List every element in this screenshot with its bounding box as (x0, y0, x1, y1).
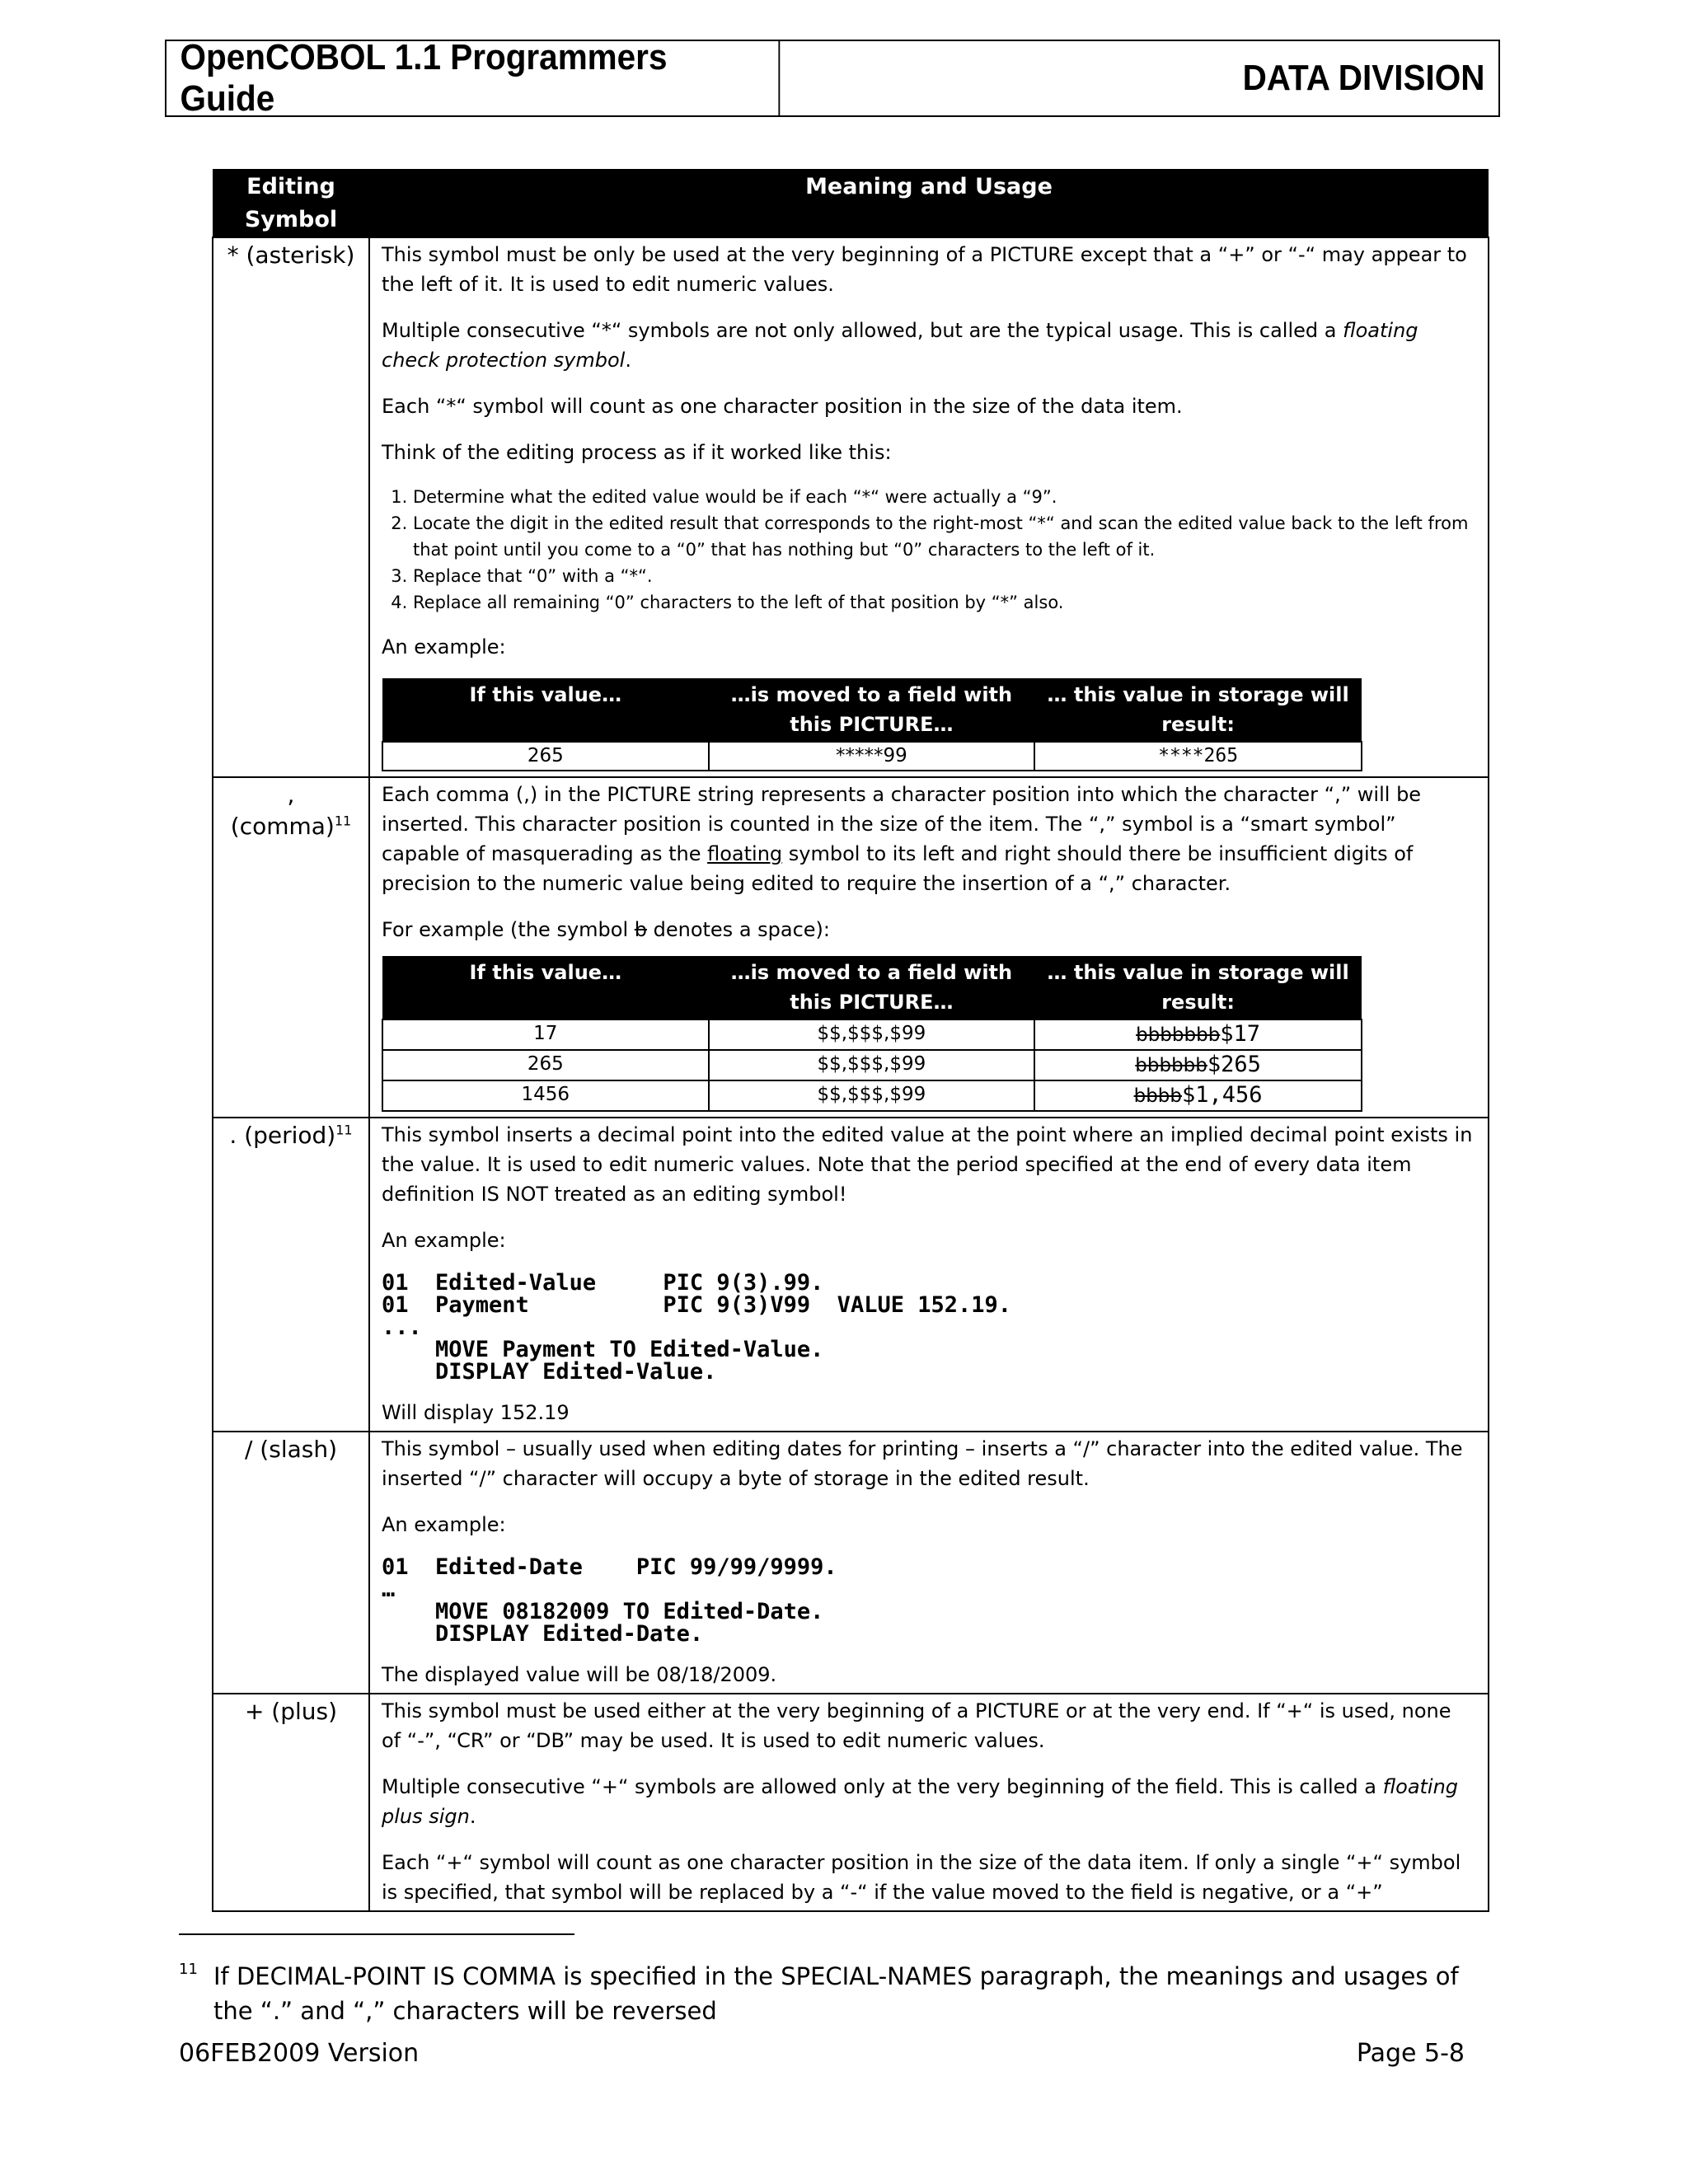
paragraph: Each comma (,) in the PICTURE string represents a character position into which the character “,” will be inserted. This character position is counted in the size of the item. The “,” symbol is a “smart symbol” capable of masquerading as the floating symbol to its left and right should there be insufficient digits of precision to the numeric value being edited to require the insertion of a “,” character. (382, 783, 1422, 895)
steps-list (382, 484, 1476, 616)
page-header (165, 37, 1500, 119)
comma-example-table (382, 956, 1362, 1112)
row-comma (213, 777, 1489, 1118)
code-example: 01 Edited-Date PIC 99/99/9999. … MOVE 08182009 TO Edited-Date. DISPLAY Edited-Date. (382, 1554, 837, 1647)
meaning-period (369, 1118, 1489, 1432)
example-label: An example: (382, 1229, 506, 1252)
list-item: 3. Replace that “0” with a “*“. (413, 563, 1476, 589)
example-col-result: … this value in storage will result: (1034, 956, 1362, 1019)
example-label: An example: (382, 1513, 506, 1536)
version-label: 06FEB2009 Version (179, 2039, 420, 2068)
example-result: bbbbbb$265 (1034, 1050, 1362, 1080)
code-example: 01 Edited-Value PIC 9(3).99. 01 Payment PIC 9(3)V99 VALUE 152.19. ... MOVE Payment TO Edited-Value. DISPLAY Edited-Value. (382, 1270, 1012, 1385)
term-floating: floating (707, 842, 783, 865)
example-result: ****265 (1034, 742, 1362, 771)
example-picture: $$,$$$,$99 (709, 1019, 1035, 1050)
page-footer (179, 2039, 1465, 2068)
example-col-result: … this value in storage will result: (1034, 678, 1362, 742)
paragraph: Think of the editing process as if it worked like this: (382, 441, 892, 464)
table-header-row (213, 169, 1489, 237)
example-value: 1456 (382, 1080, 709, 1111)
row-slash (213, 1432, 1489, 1694)
example-result: bbbb$1,456 (1034, 1080, 1362, 1111)
blank-symbol: b (634, 918, 647, 941)
paragraph: Multiple consecutive “*“ symbols are not only allowed, but are the typical usage. This is called a floating check protection symbol. (382, 319, 1418, 372)
paragraph: Multiple consecutive “+“ symbols are allowed only at the very beginning of the field. This is called a floating plus sign. (382, 1775, 1459, 1828)
example-value: 265 (382, 1050, 709, 1080)
row-period (213, 1118, 1489, 1432)
example-col-value: If this value… (382, 956, 709, 1019)
comma-char: , (287, 781, 295, 808)
footnote-number: 11 (179, 1961, 198, 1978)
header-meaning-usage: Meaning and Usage (369, 169, 1489, 237)
row-asterisk (213, 237, 1489, 777)
paragraph: This symbol must be only be used at the very beginning of a PICTURE except that a “+” or “-“ may appear to the left of it. It is used to edit numeric values. (382, 243, 1467, 296)
paragraph: For example (the symbol b denotes a space): (382, 918, 831, 941)
example-col-picture: …is moved to a field with this PICTURE… (709, 678, 1035, 742)
result-text: The displayed value will be 08/18/2009. (382, 1663, 777, 1686)
paragraph: This symbol must be used either at the very beginning of a PICTURE or at the very end. If “+“ is used, none of “-”, “CR” or “DB” may be used. It is used to edit numeric values. (382, 1699, 1451, 1752)
footnote-text: If DECIMAL-POINT IS COMMA is specified in the SPECIAL-NAMES paragraph, the meanings and usages of the “.” and “,” characters will be reversed (213, 1962, 1459, 2025)
page-number: Page 5-8 (1356, 2039, 1465, 2068)
paragraph: Each “*“ symbol will count as one character position in the size of the data item. (382, 395, 1183, 418)
symbol-comma (213, 777, 369, 1118)
table-row (382, 742, 1362, 771)
meaning-plus (369, 1694, 1489, 1911)
footnote-ref: 11 (334, 813, 352, 829)
header-editing-symbol: Editing Symbol (213, 169, 369, 237)
asterisk-example-table (382, 678, 1362, 771)
section-title: DATA DIVISION (1242, 58, 1485, 98)
footnote (179, 1959, 1465, 2028)
comma-label: (comma) (230, 813, 335, 840)
table-row (382, 1019, 1362, 1050)
paragraph: This symbol inserts a decimal point into the edited value at the point where an implied decimal point exists in the value. It is used to edit numeric values. Note that the period specified at the end of every data item definition IS NOT treated as an editing symbol! (382, 1123, 1473, 1206)
paragraph: This symbol – usually used when editing dates for printing – inserts a “/” character into the edited value. The inserted “/” character will occupy a byte of storage in the edited result. (382, 1437, 1463, 1490)
symbol-slash: / (slash) (213, 1432, 369, 1694)
meaning-slash (369, 1432, 1489, 1694)
result-text: Will display 152.19 (382, 1401, 570, 1424)
footnote-ref: 11 (335, 1122, 353, 1138)
list-item: 1. Determine what the edited value would be if each “*“ were actually a “9”. (413, 484, 1476, 510)
example-col-value: If this value… (382, 678, 709, 742)
term-floating-check: floating check protection symbol (382, 319, 1418, 372)
term-floating-plus: floating plus sign (382, 1775, 1459, 1828)
paragraph: Each “+“ symbol will count as one character position in the size of the data item. If only a single “+“ symbol is specified, that symbol will be replaced by a “-“ if the value moved to the field is negative, or a “+” (382, 1851, 1461, 1904)
meaning-asterisk (369, 237, 1489, 777)
example-col-picture: …is moved to a field with this PICTURE… (709, 956, 1035, 1019)
example-value: 17 (382, 1019, 709, 1050)
example-header-row (382, 956, 1362, 1019)
example-picture: $$,$$$,$99 (709, 1080, 1035, 1111)
table-row (382, 1080, 1362, 1111)
example-value: 265 (382, 742, 709, 771)
example-label: An example: (382, 635, 506, 658)
example-result: bbbbbbb$17 (1034, 1019, 1362, 1050)
row-plus (213, 1694, 1489, 1911)
meaning-comma (369, 777, 1489, 1118)
list-item: 2. Locate the digit in the edited result that corresponds to the right-most “*“ and scan the edited value back to the left from that point until you come to a “0” that has nothing but “0” characters to the left of it. (413, 510, 1476, 563)
list-item: 4. Replace all remaining “0” characters to the left of that position by “*” also. (413, 589, 1476, 616)
symbol-period: . (period)$^{11}$ (213, 1118, 369, 1432)
table-row (382, 1050, 1362, 1080)
symbol-asterisk: * (asterisk) (213, 237, 369, 777)
example-picture: $$,$$$,$99 (709, 1050, 1035, 1080)
example-header-row (382, 678, 1362, 742)
example-picture: *****99 (709, 742, 1035, 771)
footnote-divider (179, 1933, 574, 1935)
symbol-plus: + (plus) (213, 1694, 369, 1911)
editing-symbols-table (212, 169, 1489, 1912)
guide-title: OpenCOBOL 1.1 Programmers Guide (166, 41, 780, 115)
